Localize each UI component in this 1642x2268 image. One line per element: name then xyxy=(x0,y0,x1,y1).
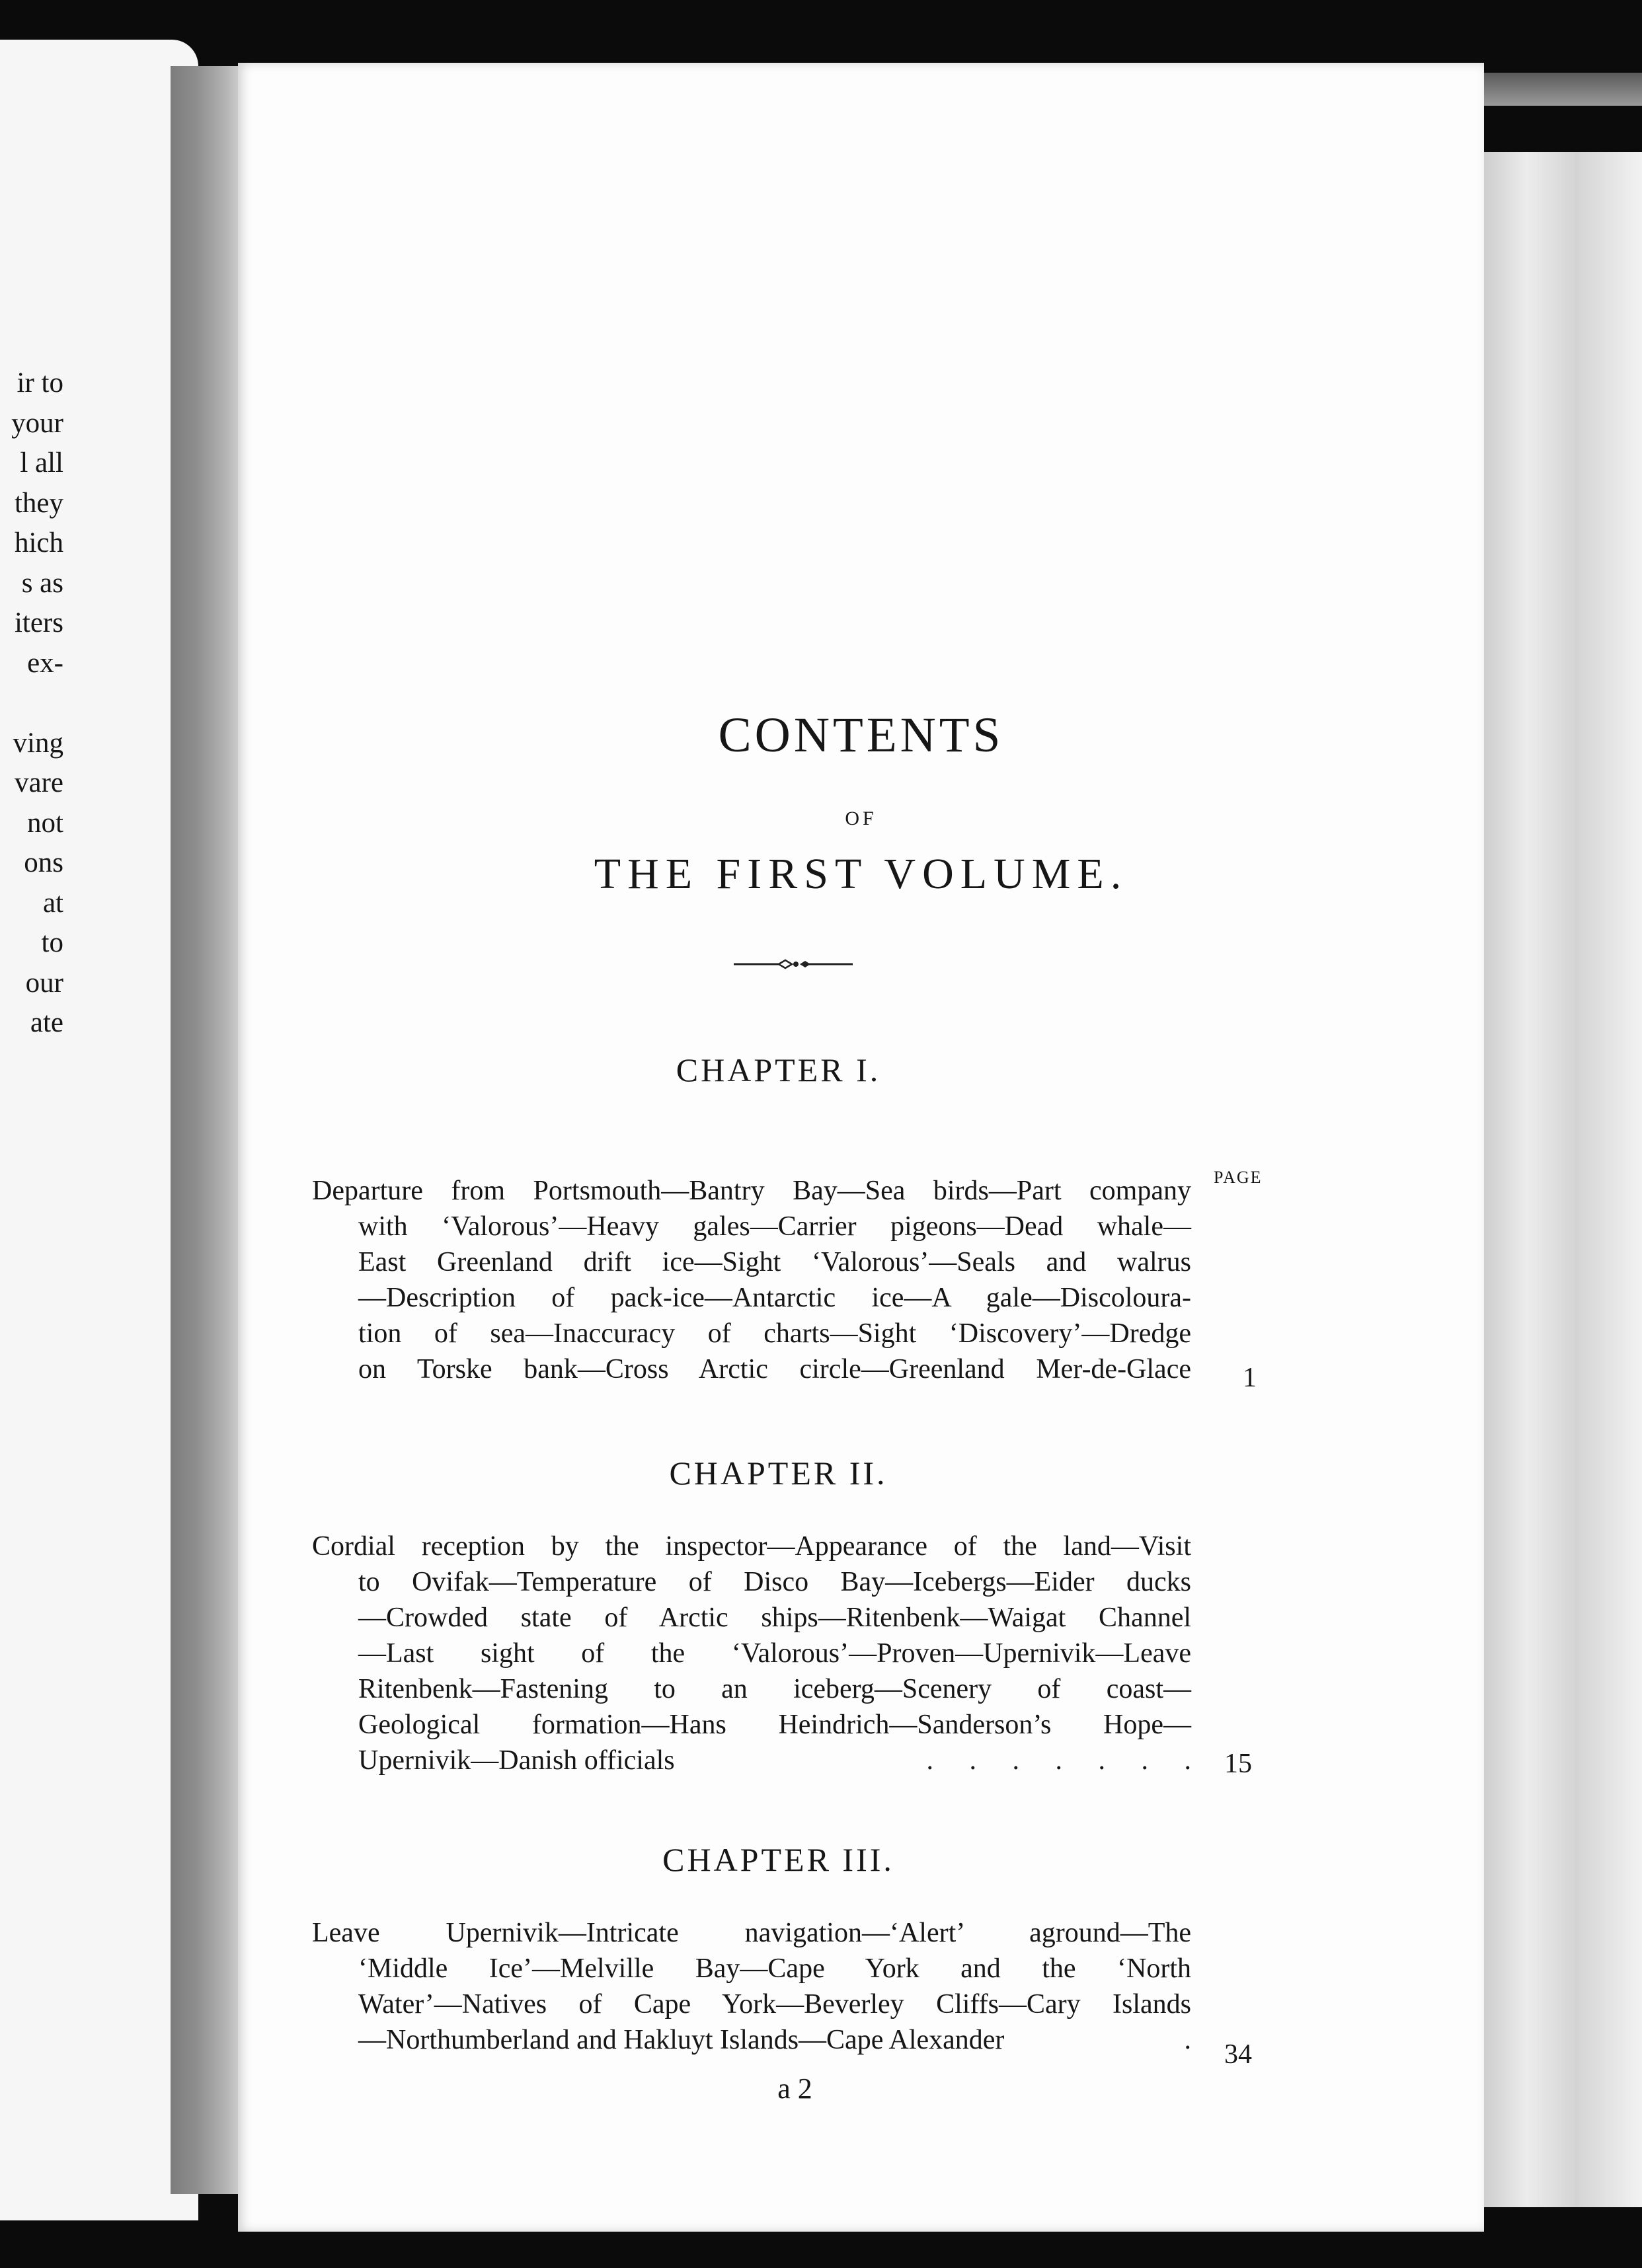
dot-leader: . . . . . . . xyxy=(926,1745,1191,1776)
chapter-title: CHAPTER I. xyxy=(676,1051,881,1088)
contents-title: CONTENTS xyxy=(718,708,1004,763)
left-fragment: they xyxy=(14,487,63,519)
volume-title: THE FIRST VOLUME. xyxy=(594,850,1128,898)
left-fragment: ons xyxy=(24,847,63,878)
summary-line: —Last sight of the ‘Valorous’—Proven—Upernivik—Leave xyxy=(358,1638,1191,1669)
left-fragment: ex- xyxy=(27,647,63,679)
left-fragment: ate xyxy=(30,1007,63,1038)
summary-line: —Description of pack-ice—Antarctic ice—A gale—Discoloura- xyxy=(358,1283,1191,1313)
left-fragment: our xyxy=(25,967,63,999)
summary-line: Ritenbenk—Fastening to an iceberg—Scenery of coast— xyxy=(358,1674,1191,1704)
summary-line: ‘Middle Ice’—Melville Bay—Cape York and the ‘North xyxy=(358,1953,1191,1984)
summary-line: Geological formation—Hans Heindrich—Sanderson’s Hope— xyxy=(358,1710,1191,1740)
chapter-title: CHAPTER II. xyxy=(669,1455,888,1492)
summary-line: Water’—Natives of Cape York—Beverley Cliffs—Cary Islands xyxy=(358,1989,1191,2020)
summary-line: to Ovifak—Temperature of Disco Bay—Icebergs—Eider ducks xyxy=(358,1567,1191,1597)
dot-leader: . xyxy=(1184,2025,1191,2055)
summary-line: Upernivik—Danish officials xyxy=(358,1745,675,1776)
left-fragment: iters xyxy=(14,607,63,638)
contents-page xyxy=(238,63,1484,2232)
left-fragment: ir to xyxy=(17,367,63,398)
summary-line: with ‘Valorous’—Heavy gales—Carrier pigeons—Dead whale— xyxy=(358,1211,1191,1242)
left-fragment: s as xyxy=(21,567,63,599)
chapter-summary xyxy=(312,1529,1191,1778)
book-gutter xyxy=(171,66,245,2194)
left-fragment: to xyxy=(41,927,63,958)
summary-line: East Greenland drift ice—Sight ‘Valorous’—Seals and walrus xyxy=(358,1247,1191,1277)
left-fragment: l all xyxy=(20,447,63,478)
contents-of: OF xyxy=(845,808,877,829)
summary-line: tion of sea—Inaccuracy of charts—Sight ‘Discovery’—Dredge xyxy=(358,1318,1191,1349)
summary-line: Departure from Portsmouth—Bantry Bay—Sea birds—Part company xyxy=(312,1176,1191,1206)
chapter-page-number: 1 xyxy=(1243,1363,1257,1393)
chapter-summary xyxy=(312,1173,1191,1387)
chapter-page-number: 15 xyxy=(1224,1749,1252,1779)
summary-line: —Crowded state of Arctic ships—Ritenbenk—Waigat Channel xyxy=(358,1603,1191,1633)
summary-line: —Northumberland and Hakluyt Islands—Cape Alexander xyxy=(358,2025,1005,2055)
book-page-edges xyxy=(1477,152,1642,2207)
chapter-summary xyxy=(312,1915,1191,2058)
left-fragment: ving xyxy=(13,727,63,759)
ornament-divider-icon xyxy=(732,956,854,972)
left-fragment: hich xyxy=(14,527,63,558)
summary-line: Leave Upernivik—Intricate navigation—‘Alert’ aground—The xyxy=(312,1918,1191,1948)
left-page-text xyxy=(0,363,63,1043)
summary-line-with-leader xyxy=(358,1743,1191,1778)
signature-mark: a 2 xyxy=(777,2072,812,2105)
page-column-label: PAGE xyxy=(1214,1168,1263,1187)
left-fragment: at xyxy=(42,887,63,919)
summary-line: Cordial reception by the inspector—Appearance of the land—Visit xyxy=(312,1531,1191,1562)
left-fragment: not xyxy=(27,807,63,839)
chapter-page-number: 34 xyxy=(1224,2039,1252,2070)
summary-line: on Torske bank—Cross Arctic circle—Greenland Mer-de-Glace xyxy=(358,1354,1191,1384)
left-fragment: your xyxy=(11,407,63,439)
left-fragment xyxy=(0,683,63,724)
left-fragment: vare xyxy=(15,767,63,798)
chapter-title: CHAPTER III. xyxy=(662,1841,894,1878)
book-edge-strip xyxy=(1474,73,1642,106)
left-page xyxy=(0,40,198,2220)
summary-line-with-leader xyxy=(358,2022,1191,2058)
